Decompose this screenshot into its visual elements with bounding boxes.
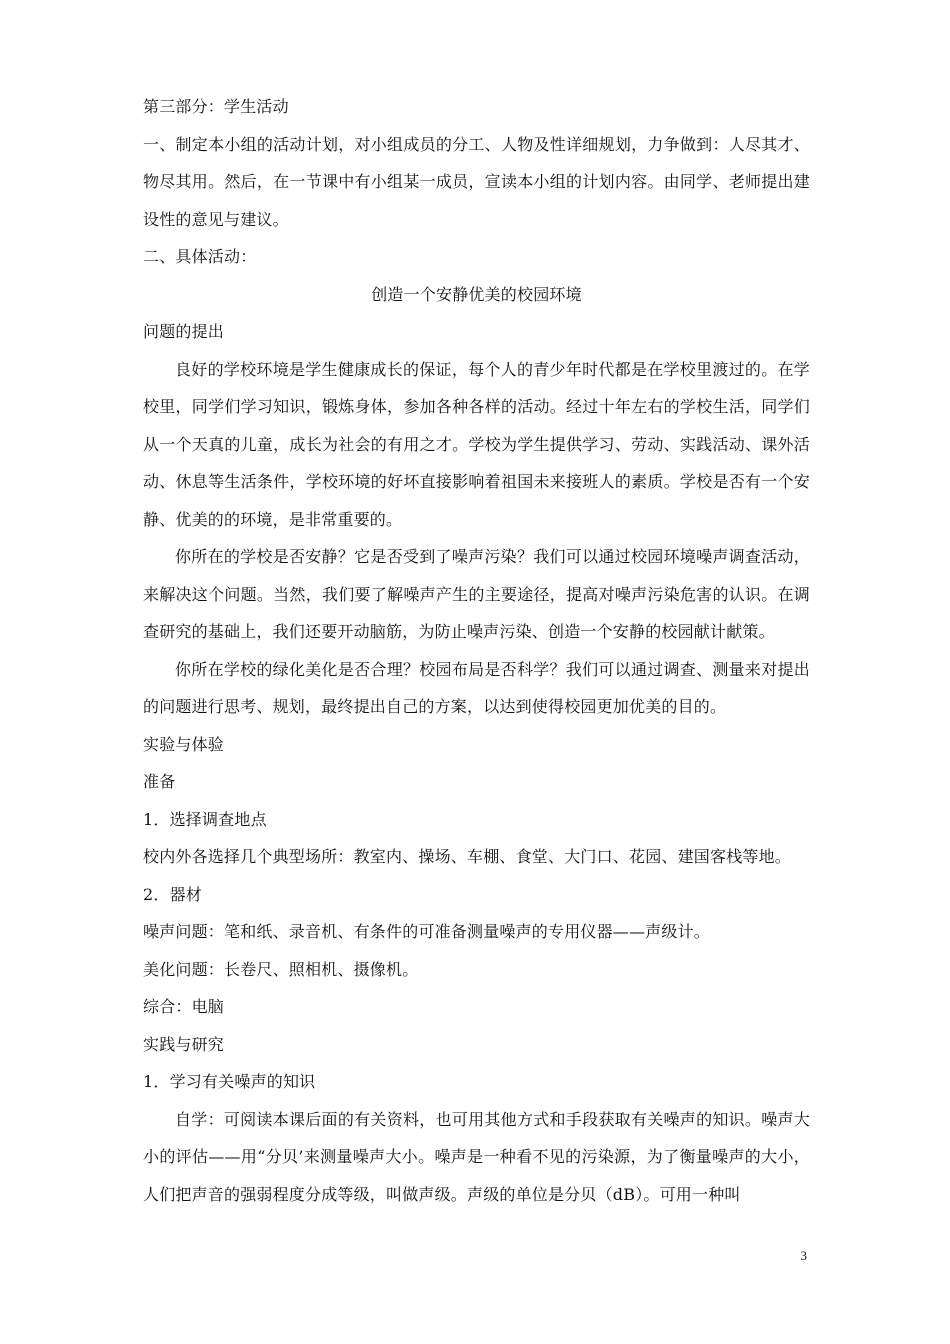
step2-title: 2．器材: [143, 884, 202, 904]
section-title: 第三部分：学生活动: [143, 97, 289, 116]
step1-text: 校内外各选择几个典型场所：教室内、操场、车棚、食堂、大门口、花园、建国客栈等地。: [143, 847, 792, 866]
equipment-beauty: 美化问题：长卷尺、照相机、摄像机。: [143, 959, 419, 979]
practice-heading: 实践与研究: [143, 1034, 225, 1054]
step1-title: 1．选择调查地点: [143, 809, 267, 829]
equipment-general: 综合：电脑: [143, 997, 225, 1016]
activity-title: 创造一个安静优美的校园环境: [371, 284, 582, 304]
problem-heading: 问题的提出: [143, 322, 225, 341]
activity-item-label: 二、具体活动：: [143, 247, 257, 266]
learn-paragraph: 自学：可阅读本课后面的有关资料，也可用其他方式和手段获取有关噪声的知识。噪声大小的评估——用“分贝’来测量噪声大小。噪声是一种看不见的污染源，为了衡量噪声的大小，人们把声音的强弱程度分成等级，叫做声级。声级的单位是分贝（dB）。可用一种叫: [143, 1109, 810, 1204]
document-body: [143, 88, 810, 1213]
problem-paragraph-2: 你所在的学校是否安静？它是否受到了噪声污染？我们可以通过校园环境噪声调查活动，来解决这个问题。当然，我们要了解噪声产生的主要途径，提高对噪声污染危害的认识。在调查研究的基础上，我们还要开动脑筋，为防止噪声污染、创造一个安静的校园献计献策。: [143, 547, 810, 641]
equipment-noise: 噪声问题：笔和纸、录音机、有条件的可准备测量噪声的专用仪器——声级计。: [143, 922, 711, 941]
prepare-heading: 准备: [143, 772, 176, 791]
experiment-heading: 实验与体验: [143, 734, 225, 754]
problem-paragraph-3: 你所在学校的绿化美化是否合理？校园布局是否科学？我们可以通过调查、测量来对提出的问题进行思考、规划，最终提出自己的方案，以达到使得校园更加优美的目的。: [143, 659, 810, 716]
learn-title: 1．学习有关噪声的知识: [143, 1072, 316, 1091]
page-number: 3: [800, 1248, 807, 1263]
problem-paragraph-1: 良好的学校环境是学生健康成长的保证，每个人的青少年时代都是在学校里渡过的。在学校里，同学们学习知识，锻炼身体，参加各种各样的活动。经过十年左右的学校生活，同学们从一个天真的儿童，成长为社会的有用之才。学校为学生提供学习、劳动、实践活动、课外活动、休息等生活条件，学校环境的好坏直接影响着祖国未来接班人的素质。学校是否有一个安静、优美的的环境，是非常重要的。: [143, 359, 810, 529]
plan-paragraph: 一、制定本小组的活动计划，对小组成员的分工、人物及性详细规划，力争做到：人尽其才、物尽其用。然后，在一节课中有小组某一成员，宣读本小组的计划内容。由同学、老师提出建设性的意见与建议。: [143, 134, 810, 229]
